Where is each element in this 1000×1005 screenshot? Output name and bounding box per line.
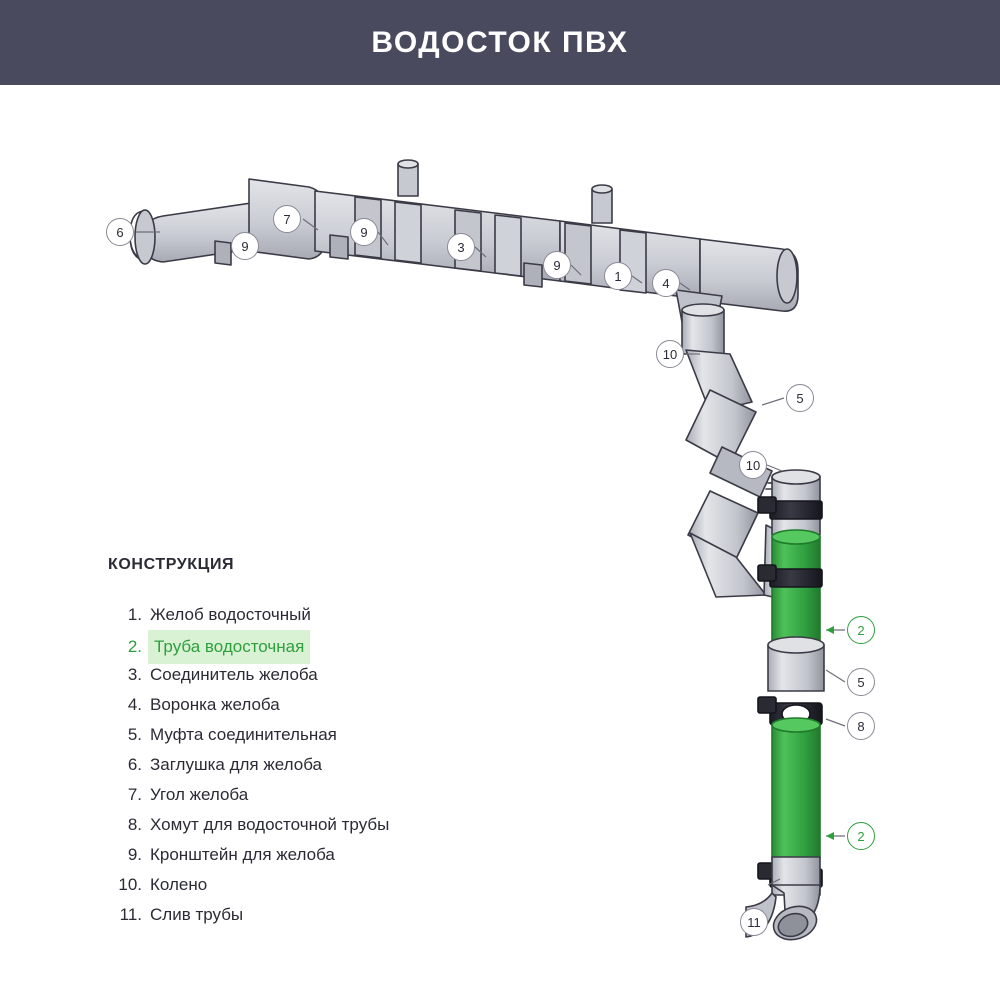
legend-label-7: Угол желоба [150,785,249,804]
legend-label-8: Хомут для водосточной трубы [150,815,390,834]
callout-1[interactable]: 1 [604,262,632,290]
legend-num-5: 5. [127,725,142,744]
legend-num-11: 11. [119,905,142,924]
legend-item-1[interactable] [108,600,528,630]
vertical-run [746,470,824,945]
legend-item-7[interactable] [108,780,528,810]
legend-label-9: Кронштейн для желоба [150,845,335,864]
legend-num-1: 1. [127,605,142,624]
callout-4[interactable]: 4 [652,269,680,297]
bracket-9-a [215,241,231,265]
pipe-green-2-a [772,537,820,647]
page-title: ВОДОСТОК ПВХ [371,25,629,59]
callout-9-b[interactable]: 9 [350,218,378,246]
legend-num-9: 9. [127,845,142,864]
clamp-8-b [770,569,822,587]
legend-item-11[interactable] [108,900,528,930]
legend-item-9[interactable] [108,840,528,870]
legend-item-5[interactable] [108,720,528,750]
legend-panel [108,556,528,930]
callout-5-b[interactable]: 5 [847,668,875,696]
legend-num-8: 8. [127,815,142,834]
legend-num-7: 7. [127,785,142,804]
legend-label-10: Колено [150,875,208,894]
legend-item-4[interactable] [108,690,528,720]
legend-label-6: Заглушка для желоба [150,755,322,774]
callout-9-a[interactable]: 9 [231,232,259,260]
legend-num-10: 10. [118,875,142,894]
callout-10-a[interactable]: 10 [656,340,684,368]
callout-3[interactable]: 3 [447,233,475,261]
gutter-right-open-end [777,249,797,303]
legend-num-4: 4. [127,695,142,714]
bracket-9-b [330,235,348,259]
legend-item-8[interactable] [108,810,528,840]
bracket-9-c [524,263,542,287]
callout-10-b[interactable]: 10 [739,451,767,479]
legend-label-3: Соединитель желоба [150,665,318,684]
callout-11[interactable]: 11 [740,908,768,936]
callout-9-c[interactable]: 9 [543,251,571,279]
page-header [0,0,1000,85]
callout-6[interactable]: 6 [106,218,134,246]
clamp-8-a [770,501,822,519]
legend-label-1: Желоб водосточный [150,605,311,624]
legend-label-2: Труба водосточная [148,630,310,664]
legend-item-10[interactable] [108,870,528,900]
legend-label-5: Муфта соединительная [150,725,337,744]
legend-title: КОНСТРУКЦИЯ [108,556,235,573]
callout-5-a[interactable]: 5 [786,384,814,412]
legend-item-3[interactable] [108,660,528,690]
callout-2-b[interactable]: 2 [847,822,875,850]
legend-num-6: 6. [127,755,142,774]
legend-num-3: 3. [127,665,142,684]
legend-num-2: 2. [127,637,142,656]
callout-7[interactable]: 7 [273,205,301,233]
callout-2-a[interactable]: 2 [847,616,875,644]
legend-label-11: Слив трубы [150,905,244,924]
legend-label-4: Воронка желоба [150,695,280,714]
legend-item-6[interactable] [108,750,528,780]
callout-8[interactable]: 8 [847,712,875,740]
end-cap-6 [135,210,155,264]
legend-item-2[interactable] [108,630,528,660]
pipe-green-2-b [772,725,820,859]
legend-list [108,600,528,930]
